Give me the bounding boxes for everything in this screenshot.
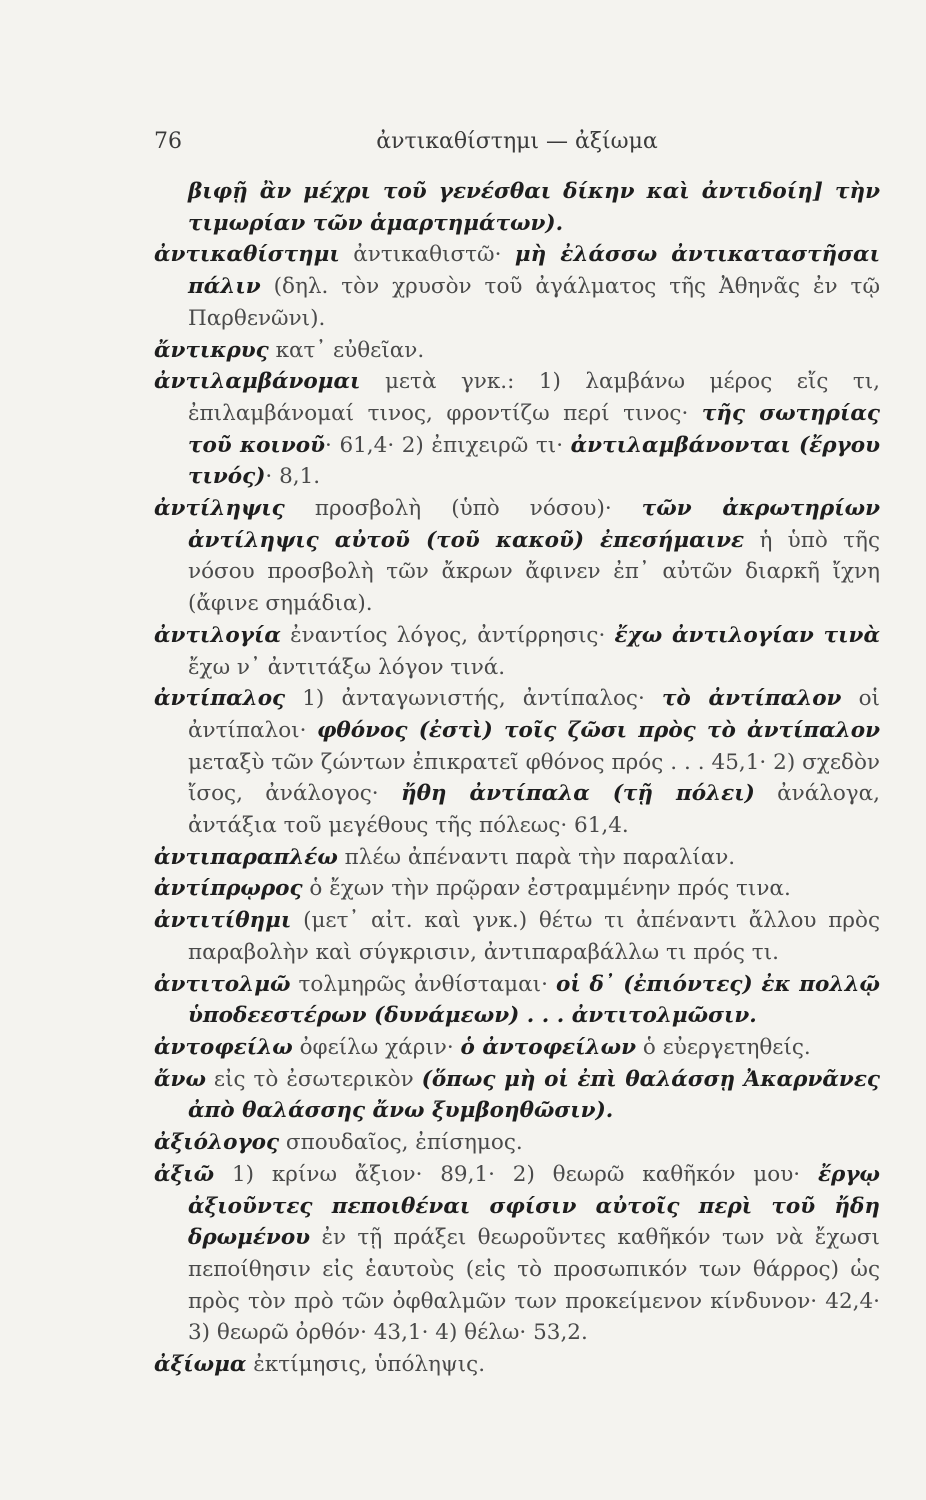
entry-headword: ἀντίπαλος (154, 686, 286, 712)
dictionary-entry (154, 335, 880, 367)
dictionary-entry (154, 493, 880, 620)
entry-headword: ἀντοφείλω (154, 1034, 293, 1060)
entry-quotation: ἔργῳ ἀξιοῦντες πεποιθέναι σφίσιν αὐτοῖς περὶ τοῦ ἤδη δρωμένου (188, 1161, 880, 1251)
entry-quotation: (ὅπως μὴ οἱ ἐπὶ θαλάσσῃ Ἀκαρνᾶνες ἀπὸ θαλάσσης ἄνω ξυμβοηθῶσιν). (188, 1066, 880, 1124)
entry-definition: ἔχω ν᾽ ἀντιτάξω λόγον τινά. (188, 654, 506, 680)
entry-definition: ὁ εὐεργετηθείς. (636, 1034, 811, 1060)
dictionary-entry (154, 873, 880, 905)
entry-definition: · 8,1. (265, 464, 321, 490)
entry-headword: ἀξιῶ (154, 1161, 215, 1187)
dictionary-entry (154, 905, 880, 968)
entry-definition: 1) ἀνταγωνιστής, ἀντίπαλος· (285, 686, 662, 712)
page-header (154, 127, 880, 163)
dictionary-entry (154, 176, 880, 239)
entry-quotation: τῶν ἀκρωτηρίων ἀντίληψις αὐτοῦ (τοῦ κακοῦ) ἐπεσήμαινε (188, 496, 880, 553)
entry-definition: (δηλ. τὸν χρυσὸν τοῦ ἀγάλματος τῆς Ἀθηνᾶς ἐν τῷ Παρθενῶνι). (188, 274, 880, 331)
entry-quotation: οἱ δ᾽ (ἐπιόντες) ἐκ πολλῷ ὑποδεεστέρων (δυνάμεων) . . . ἀντιτολμῶσιν. (188, 971, 881, 1029)
entry-definition: προσβολὴ (ὑπὸ νόσου)· (284, 496, 642, 522)
entry-quotation: βιφῇ ἂν μέχρι τοῦ γενέσθαι δίκην καὶ ἀντιδοίη] τὴν τιμωρίαν τῶν ἁμαρτημάτων). (188, 179, 880, 236)
entry-quotation: ὁ ἀντοφείλων (460, 1034, 636, 1060)
dictionary-entry (154, 1064, 880, 1127)
entry-headword: ἀντικαθίστημι (154, 242, 340, 268)
entry-quotation: μὴ ἐλάσσω ἀντικαταστῆσαι πάλιν (188, 242, 880, 300)
dictionary-entry (154, 969, 880, 1032)
entry-definition: ἐν τῇ πράξει θεωροῦντες καθῆκόν των νὰ ἔχωσι πεποίθησιν εἰς ἑαυτοὺς (εἰς τὸ προσωπικόν των θάρρος) ὡς πρὸς τὸν πρὸ τῶν ὀφθαλμῶν των προκείμενον κίνδυνον· 42,4· 3) θεωρῶ ὀρθόν· 43,1· 4) θέλω· 53,2. (188, 1225, 880, 1346)
dictionary-entry (154, 1127, 880, 1159)
dictionary-entry (154, 842, 880, 874)
entry-definition: ὁ ἔχων τὴν πρῷραν ἐστραμμένην πρός τινα. (302, 876, 791, 902)
entry-headword: ἀντιπαραπλέω (154, 844, 338, 870)
entry-quotation: ἀντιλαμβάνονται (ἔργου τινός) (188, 432, 880, 490)
dictionary-entry (154, 620, 880, 683)
dictionary-entry (154, 366, 880, 493)
entry-definition: μετὰ γνκ.: 1) λαμβάνω μέρος εἴς τι, ἐπιλαμβάνομαί τινος, φροντίζω περί τινος· (188, 369, 880, 426)
dictionary-entry (154, 683, 880, 842)
page-number: 76 (154, 129, 182, 154)
entry-headword: ἄνω (154, 1066, 206, 1092)
entry-definition: (μετ᾽ αἰτ. καὶ γνκ.) θέτω τι ἀπέναντι ἄλλου πρὸς παραβολὴν καὶ σύγκρισιν, ἀντιπαραβάλλω τι πρός τι. (188, 908, 880, 965)
entry-headword: ἀντίληψις (154, 496, 285, 522)
entry-headword: ἀντιλαμβάνομαι (154, 369, 361, 395)
dictionary-entry (154, 1159, 880, 1349)
entry-definition: ἀνάλογα, ἀντάξια τοῦ μεγέθους τῆς πόλεως· 61,4. (188, 781, 880, 839)
entry-definition: 1) κρίνω ἄξιον· 89,1· 2) θεωρῶ καθῆκόν μου· (214, 1161, 818, 1187)
entry-definition: · 61,4· 2) ἐπιχειρῶ τι· (325, 432, 571, 458)
entry-quotation: ἔχω ἀντιλογίαν τινὰ (614, 622, 881, 648)
entry-definition: ἡ ὑπὸ τῆς νόσου προσβολὴ τῶν ἄκρων ἄφινεν ἐπ᾽ αὐτῶν διαρκῆ ἴχνη (ἄφινε σημάδια). (188, 527, 880, 617)
entry-definition: σπουδαῖος, ἐπίσημος. (279, 1130, 523, 1156)
entry-definition: μεταξὺ τῶν ζώντων ἐπικρατεῖ φθόνος πρός . . . 45,1· 2) σχεδὸν ἴσος, ἀνάλογος· (188, 749, 880, 807)
entry-definition: ἀντικαθιστῶ· (339, 242, 515, 268)
entry-quotation: ἤθη ἀντίπαλα (τῇ πόλει) (400, 781, 755, 807)
entry-definition: ὀφείλω χάριν· (292, 1034, 461, 1060)
entry-headword: ἀντιτολμῶ (154, 971, 291, 997)
entry-headword: ἀξιόλογος (154, 1130, 280, 1156)
dictionary-entries (154, 176, 880, 1381)
dictionary-entry (154, 1032, 880, 1064)
entry-headword: ἀξίωμα (154, 1352, 247, 1378)
entry-definition: ἐκτίμησις, ὑπόληψις. (246, 1352, 486, 1378)
entry-headword: ἀντιτίθημι (154, 908, 292, 934)
entry-quotation: τὸ ἀντίπαλον (661, 686, 842, 712)
entry-quotation: τῆς σωτηρίας τοῦ κοινοῦ (188, 400, 880, 458)
entry-headword: ἄντικρυς (154, 337, 269, 363)
entry-definition: τολμηρῶς ἀνθίσταμαι· (290, 971, 556, 997)
running-title: ἀντικαθίστημι — ἀξίωμα (376, 129, 658, 154)
dictionary-entry (154, 1349, 880, 1381)
entry-definition: κατ᾽ εὐθεῖαν. (268, 337, 425, 363)
entry-definition: οἱ ἀντίπαλοι· (188, 686, 880, 743)
entry-definition: εἰς τὸ ἐσωτερικὸν (205, 1066, 422, 1092)
entry-quotation: φθόνος (ἐστὶ) τοῖς ζῶσι πρὸς τὸ ἀντίπαλον (316, 717, 880, 743)
entry-headword: ἀντίπρῳρος (154, 876, 303, 902)
entry-definition: πλέω ἀπέναντι παρὰ τὴν παραλίαν. (337, 844, 736, 870)
entry-headword: ἀντιλογία (154, 622, 281, 648)
dictionary-entry (154, 239, 880, 334)
entry-definition: ἐναντίος λόγος, ἀντίρρησις· (280, 622, 615, 648)
